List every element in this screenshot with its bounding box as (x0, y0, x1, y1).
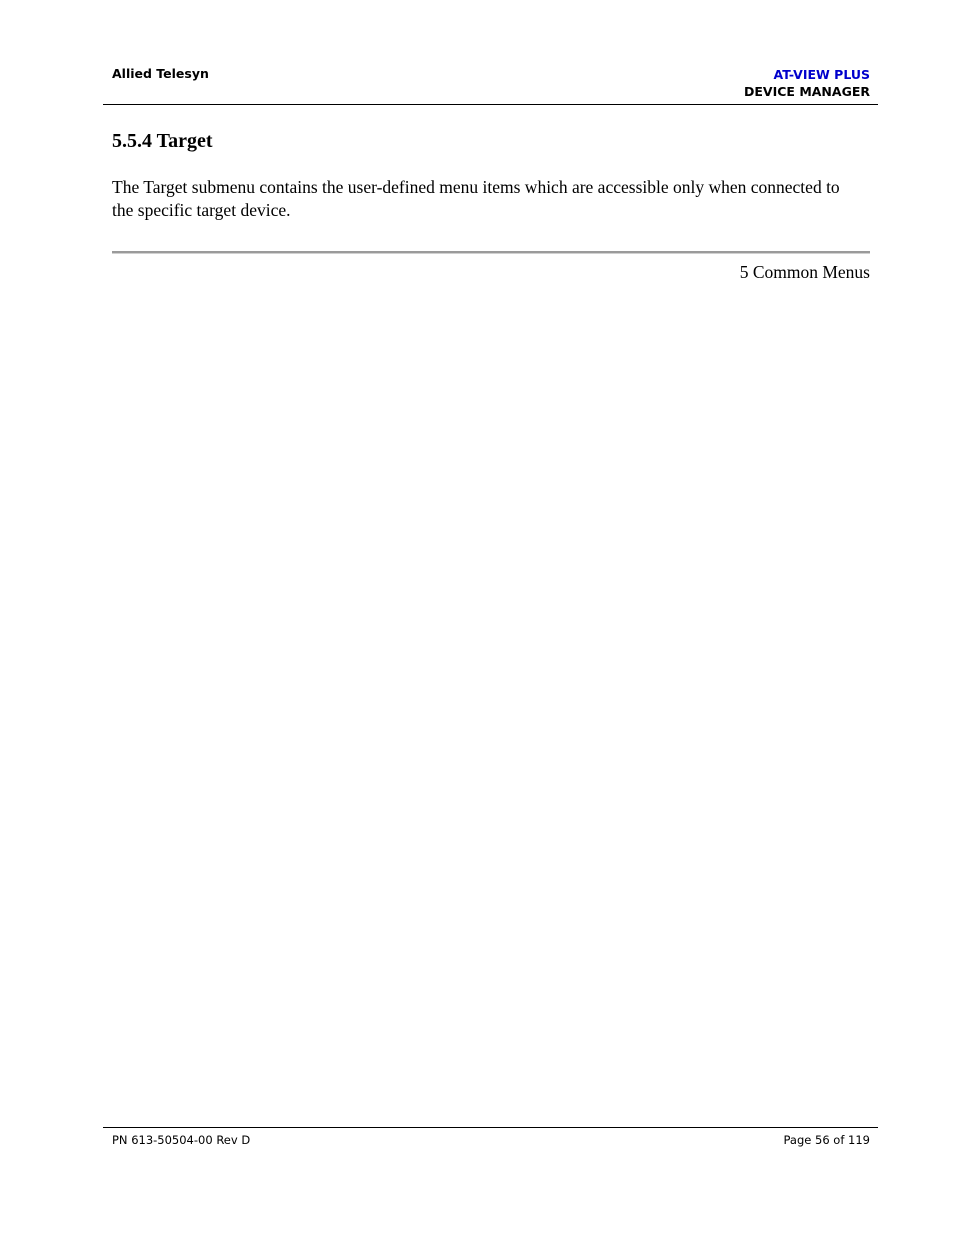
header-divider (103, 104, 878, 105)
header-module: DEVICE MANAGER (744, 84, 870, 99)
footer-page-number: Page 56 of 119 (783, 1133, 870, 1147)
section-body: The Target submenu contains the user-defined menu items which are accessible only when connected to the specific target device. (112, 177, 840, 220)
header-company: Allied Telesyn (112, 66, 209, 81)
footer-divider (103, 1127, 878, 1128)
header-product: AT-VIEW PLUS (773, 67, 870, 82)
section-title: 5.5.4 Target (112, 130, 213, 152)
header-product-block (744, 66, 870, 100)
section-divider (112, 251, 870, 254)
footer-part-number: PN 613-50504-00 Rev D (112, 1133, 251, 1147)
chapter-label: 5 Common Menus (739, 262, 870, 282)
